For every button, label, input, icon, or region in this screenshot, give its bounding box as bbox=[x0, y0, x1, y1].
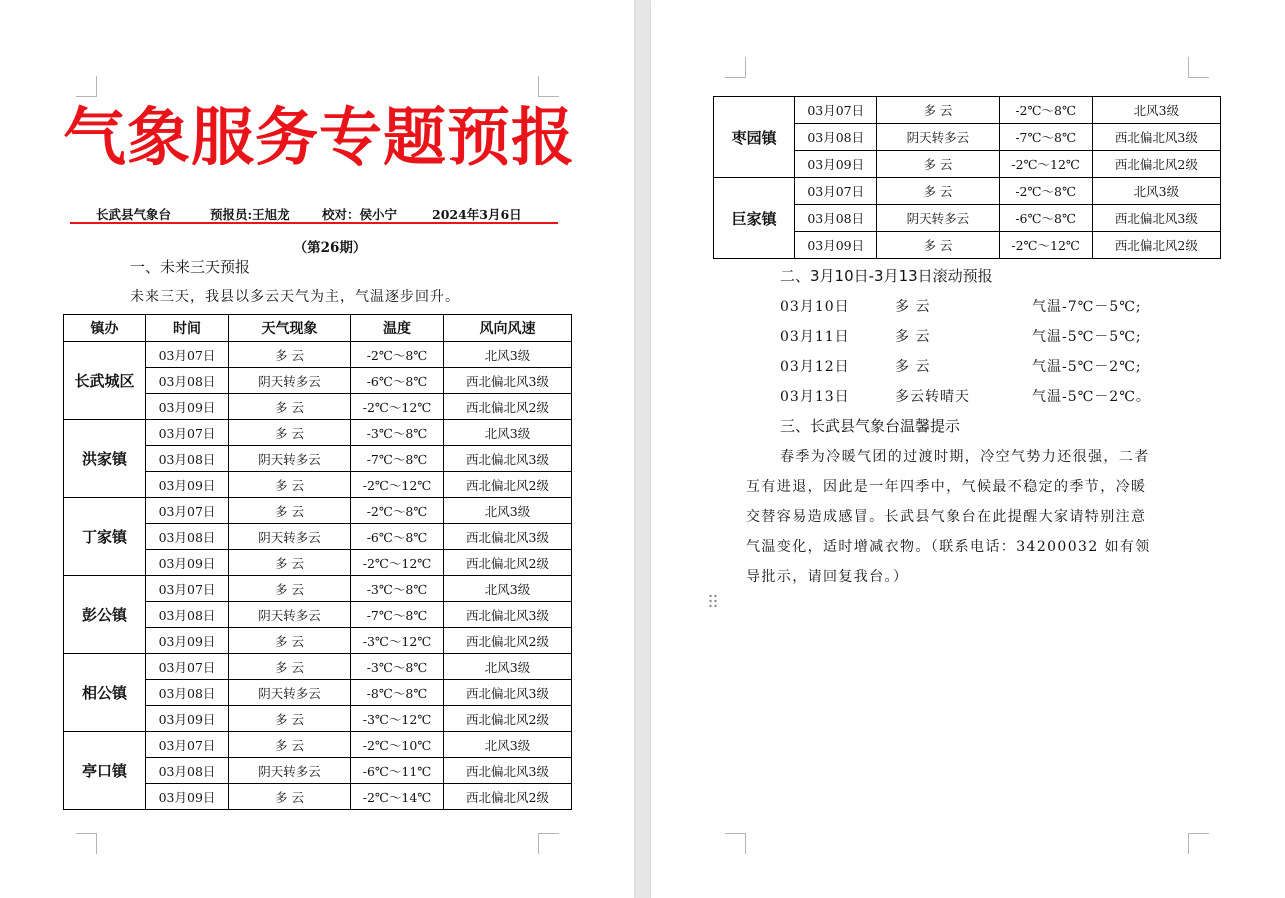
date-cell: 03月08日 bbox=[146, 758, 229, 784]
date-cell: 03月09日 bbox=[795, 151, 877, 178]
tip-paragraph-line: 互有进退，因此是一年四季中，气候最不稳定的季节，冷暖 bbox=[746, 479, 1147, 495]
wind-cell: 北风3级 bbox=[1092, 97, 1220, 124]
document-page-1 bbox=[0, 0, 634, 898]
weather-cell: 阴天转多云 bbox=[229, 368, 351, 394]
wind-cell: 西北偏北风3级 bbox=[1092, 124, 1220, 151]
table-header-row bbox=[64, 315, 572, 342]
weather-cell: 多 云 bbox=[229, 732, 351, 758]
date-cell: 03月08日 bbox=[146, 524, 229, 550]
date-cell: 03月08日 bbox=[795, 205, 877, 232]
temperature-cell: -2℃～14℃ bbox=[351, 784, 444, 810]
date-cell: 03月09日 bbox=[146, 550, 229, 576]
weather-cell: 多 云 bbox=[229, 394, 351, 420]
proofreader-name: 校对：侯小宁 bbox=[322, 207, 398, 222]
section-heading: 二、3月10日-3月13日滚动预报 bbox=[780, 267, 993, 285]
weather-cell: 阴天转多云 bbox=[229, 446, 351, 472]
town-name-cell: 亭口镇 bbox=[64, 732, 146, 810]
weather-cell: 多 云 bbox=[229, 654, 351, 680]
town-name-cell: 相公镇 bbox=[64, 654, 146, 732]
section-heading: 一、未来三天预报 bbox=[130, 258, 251, 276]
rolling-weather: 多 云 bbox=[895, 329, 931, 345]
tip-paragraph-line: 气温变化，适时增减衣物。（联系电话：34200032 如有领 bbox=[746, 539, 1151, 555]
wind-cell: 北风3级 bbox=[444, 654, 572, 680]
rolling-date: 03月12日 bbox=[780, 359, 850, 375]
date-cell: 03月08日 bbox=[146, 680, 229, 706]
rolling-weather: 多云转晴天 bbox=[895, 389, 970, 405]
page-corner-mark bbox=[725, 833, 746, 854]
weather-cell: 多 云 bbox=[229, 342, 351, 368]
weather-cell: 多 云 bbox=[229, 576, 351, 602]
wind-cell: 西北偏北风3级 bbox=[1092, 205, 1220, 232]
wind-cell: 西北偏北风3级 bbox=[444, 680, 572, 706]
date-cell: 03月08日 bbox=[146, 446, 229, 472]
wind-cell: 北风3级 bbox=[444, 342, 572, 368]
date-cell: 03月09日 bbox=[795, 232, 877, 259]
date-cell: 03月09日 bbox=[146, 628, 229, 654]
weather-cell: 多 云 bbox=[229, 420, 351, 446]
red-divider-line bbox=[70, 222, 558, 224]
tip-paragraph-line: 导批示，请回复我台。） bbox=[746, 569, 909, 585]
temperature-cell: -2℃～8℃ bbox=[999, 97, 1092, 124]
temperature-cell: -3℃～8℃ bbox=[351, 654, 444, 680]
wind-cell: 西北偏北风2级 bbox=[444, 394, 572, 420]
town-name-cell: 丁家镇 bbox=[64, 498, 146, 576]
weather-cell: 阴天转多云 bbox=[229, 524, 351, 550]
forecast-table-continued bbox=[713, 96, 1221, 259]
temperature-cell: -2℃～8℃ bbox=[351, 342, 444, 368]
column-header: 镇办 bbox=[64, 315, 146, 342]
wind-cell: 西北偏北风2级 bbox=[444, 628, 572, 654]
table-row bbox=[64, 420, 572, 446]
date-cell: 03月07日 bbox=[795, 178, 877, 205]
wind-cell: 西北偏北风2级 bbox=[444, 784, 572, 810]
section-heading: 三、长武县气象台温馨提示 bbox=[780, 417, 961, 435]
weather-cell: 阴天转多云 bbox=[877, 205, 999, 232]
wind-cell: 西北偏北风2级 bbox=[1092, 151, 1220, 178]
town-name-cell: 巨家镇 bbox=[714, 178, 795, 259]
town-name-cell: 枣园镇 bbox=[714, 97, 795, 178]
column-header: 风向风速 bbox=[444, 315, 572, 342]
tip-paragraph-line: 交替容易造成感冒。长武县气象台在此提醒大家请特别注意 bbox=[746, 509, 1147, 525]
temperature-cell: -3℃～12℃ bbox=[351, 706, 444, 732]
weather-cell: 多 云 bbox=[877, 232, 999, 259]
weather-cell: 多 云 bbox=[229, 706, 351, 732]
temperature-cell: -2℃～8℃ bbox=[999, 178, 1092, 205]
temperature-cell: -2℃～8℃ bbox=[351, 498, 444, 524]
wind-cell: 北风3级 bbox=[444, 420, 572, 446]
town-name-cell: 彭公镇 bbox=[64, 576, 146, 654]
forecaster-name: 预报员:王旭龙 bbox=[210, 207, 290, 222]
rolling-temp: 气温-5℃－2℃; bbox=[1032, 359, 1142, 375]
date-cell: 03月08日 bbox=[146, 368, 229, 394]
forecast-summary: 未来三天，我县以多云天气为主，气温逐步回升。 bbox=[130, 289, 460, 305]
issue-date: 2024年3月6日 bbox=[432, 207, 522, 222]
tip-paragraph-line: 春季为冷暖气团的过渡时期，冷空气势力还很强，二者 bbox=[780, 449, 1150, 465]
temperature-cell: -6℃～11℃ bbox=[351, 758, 444, 784]
page-corner-mark bbox=[725, 57, 746, 78]
temperature-cell: -2℃～12℃ bbox=[351, 394, 444, 420]
temperature-cell: -2℃～12℃ bbox=[999, 232, 1092, 259]
date-cell: 03月07日 bbox=[146, 498, 229, 524]
table-row bbox=[714, 97, 1221, 124]
date-cell: 03月07日 bbox=[146, 342, 229, 368]
temperature-cell: -3℃～12℃ bbox=[351, 628, 444, 654]
table-row bbox=[64, 342, 572, 368]
weather-cell: 阴天转多云 bbox=[229, 602, 351, 628]
temperature-cell: -7℃～8℃ bbox=[999, 124, 1092, 151]
wind-cell: 西北偏北风3级 bbox=[444, 602, 572, 628]
weather-cell: 多 云 bbox=[877, 178, 999, 205]
temperature-cell: -2℃～10℃ bbox=[351, 732, 444, 758]
column-header: 天气现象 bbox=[229, 315, 351, 342]
rolling-date: 03月10日 bbox=[780, 299, 850, 315]
wind-cell: 西北偏北风3级 bbox=[444, 758, 572, 784]
date-cell: 03月09日 bbox=[146, 472, 229, 498]
weather-cell: 多 云 bbox=[229, 472, 351, 498]
page-corner-mark bbox=[538, 833, 559, 854]
temperature-cell: -2℃～12℃ bbox=[999, 151, 1092, 178]
temperature-cell: -6℃～8℃ bbox=[999, 205, 1092, 232]
date-cell: 03月07日 bbox=[146, 420, 229, 446]
wind-cell: 西北偏北风3级 bbox=[444, 446, 572, 472]
table-row bbox=[64, 498, 572, 524]
temperature-cell: -6℃～8℃ bbox=[351, 524, 444, 550]
weather-cell: 多 云 bbox=[229, 498, 351, 524]
rolling-weather: 多 云 bbox=[895, 359, 931, 375]
weather-cell: 多 云 bbox=[229, 628, 351, 654]
issue-number: （第26期） bbox=[293, 240, 367, 256]
column-header: 温度 bbox=[351, 315, 444, 342]
temperature-cell: -2℃～12℃ bbox=[351, 472, 444, 498]
temperature-cell: -8℃～8℃ bbox=[351, 680, 444, 706]
page-corner-mark bbox=[1188, 833, 1209, 854]
town-name-cell: 长武城区 bbox=[64, 342, 146, 420]
wind-cell: 北风3级 bbox=[1092, 178, 1220, 205]
temperature-cell: -6℃～8℃ bbox=[351, 368, 444, 394]
town-name-cell: 洪家镇 bbox=[64, 420, 146, 498]
wind-cell: 西北偏北风2级 bbox=[1092, 232, 1220, 259]
wind-cell: 西北偏北风2级 bbox=[444, 472, 572, 498]
rolling-temp: 气温-5℃－5℃; bbox=[1032, 329, 1142, 345]
temperature-cell: -3℃～8℃ bbox=[351, 420, 444, 446]
date-cell: 03月09日 bbox=[146, 784, 229, 810]
column-header: 时间 bbox=[146, 315, 229, 342]
wind-cell: 北风3级 bbox=[444, 732, 572, 758]
wind-cell: 西北偏北风2级 bbox=[444, 550, 572, 576]
table-row bbox=[64, 654, 572, 680]
weather-cell: 多 云 bbox=[877, 97, 999, 124]
table-row bbox=[64, 576, 572, 602]
temperature-cell: -7℃～8℃ bbox=[351, 602, 444, 628]
rolling-weather: 多 云 bbox=[895, 299, 931, 315]
table-row bbox=[714, 178, 1221, 205]
wind-cell: 北风3级 bbox=[444, 498, 572, 524]
wind-cell: 西北偏北风3级 bbox=[444, 368, 572, 394]
temperature-cell: -7℃～8℃ bbox=[351, 446, 444, 472]
page-corner-mark bbox=[76, 833, 97, 854]
wind-cell: 西北偏北风3级 bbox=[444, 524, 572, 550]
date-cell: 03月07日 bbox=[795, 97, 877, 124]
table-row bbox=[64, 732, 572, 758]
rolling-temp: 气温-7℃－5℃; bbox=[1032, 299, 1142, 315]
date-cell: 03月08日 bbox=[795, 124, 877, 151]
date-cell: 03月09日 bbox=[146, 706, 229, 732]
drag-handle-icon[interactable] bbox=[708, 594, 718, 608]
date-cell: 03月09日 bbox=[146, 394, 229, 420]
temperature-cell: -3℃～8℃ bbox=[351, 576, 444, 602]
weather-cell: 阴天转多云 bbox=[877, 124, 999, 151]
temperature-cell: -2℃～12℃ bbox=[351, 550, 444, 576]
weather-cell: 多 云 bbox=[229, 550, 351, 576]
page-corner-mark bbox=[1188, 57, 1209, 78]
date-cell: 03月07日 bbox=[146, 732, 229, 758]
weather-cell: 阴天转多云 bbox=[229, 680, 351, 706]
date-cell: 03月08日 bbox=[146, 602, 229, 628]
date-cell: 03月07日 bbox=[146, 654, 229, 680]
weather-cell: 阴天转多云 bbox=[229, 758, 351, 784]
forecast-table bbox=[63, 314, 572, 810]
weather-cell: 多 云 bbox=[229, 784, 351, 810]
rolling-temp: 气温-5℃－2℃。 bbox=[1032, 389, 1151, 405]
rolling-date: 03月13日 bbox=[780, 389, 850, 405]
rolling-date: 03月11日 bbox=[780, 329, 850, 345]
station-name: 长武县气象台 bbox=[96, 207, 172, 222]
wind-cell: 西北偏北风2级 bbox=[444, 706, 572, 732]
document-title: 气象服务专题预报 bbox=[63, 100, 575, 174]
weather-cell: 多 云 bbox=[877, 151, 999, 178]
wind-cell: 北风3级 bbox=[444, 576, 572, 602]
date-cell: 03月07日 bbox=[146, 576, 229, 602]
